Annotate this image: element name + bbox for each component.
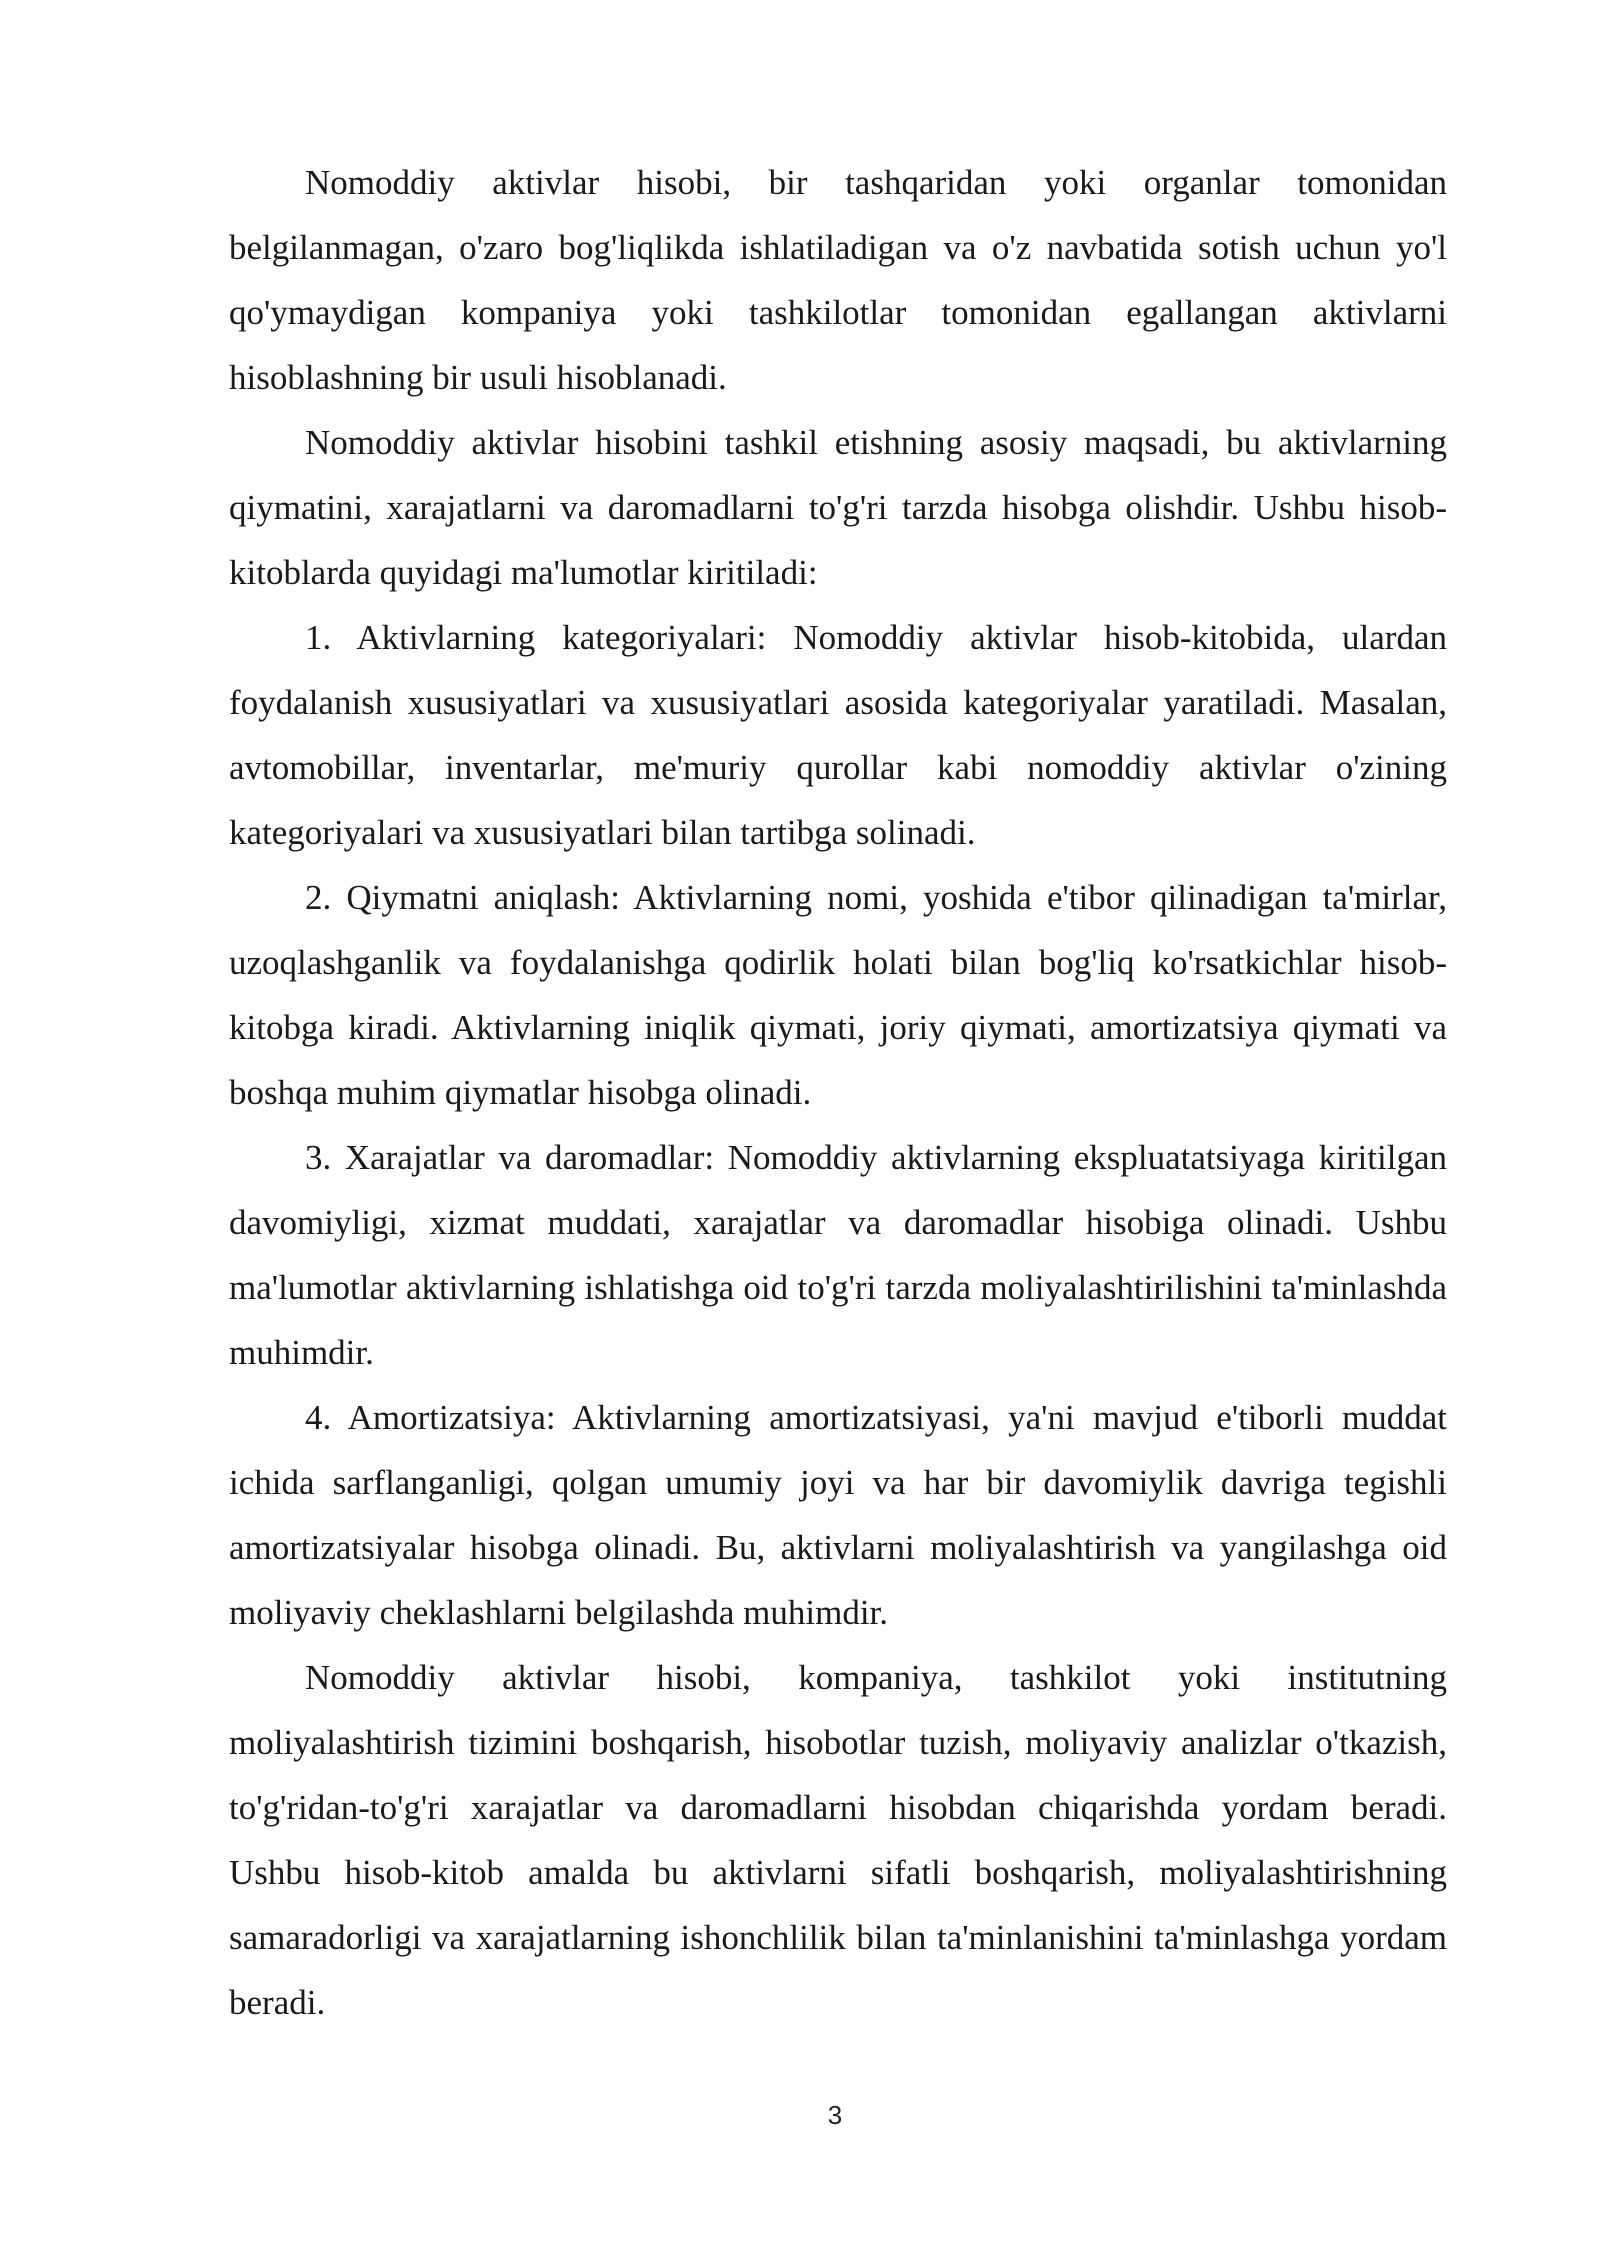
list-item-amortization: 4. Amortizatsiya: Aktivlarning amortizatsiyasi, ya'ni mavjud e'tiborli muddat ichida sarflanganligi, qolgan umumiy joyi va har bir davomiylik davriga tegishli amortizatsiyalar hisobga olinadi. Bu, aktivlarni moliyalashtirish va yangilashga oid moliyaviy cheklashlarni belgilashda muhimdir. xyxy=(229,1398,1447,1632)
body-text xyxy=(229,150,1447,2035)
page-number: 3 xyxy=(827,2100,843,2130)
list-item-valuation: 2. Qiymatni aniqlash: Aktivlarning nomi, yoshida e'tibor qilinadigan ta'mirlar, uzoqlashganlik va foydalanishga qodirlik holati bilan bog'liq ko'rsatkichlar hisob-kitobga kiradi. Aktivlarning iniqlik qiymati, joriy qiymati, amortizatsiya qiymati va boshqa muhim qiymatlar hisobga olinadi. xyxy=(229,878,1447,1112)
list-item-expenses-income: 3. Xarajatlar va daromadlar: Nomoddiy aktivlarning ekspluatatsiyaga kiritilgan davomiyligi, xizmat muddati, xarajatlar va daromadlar hisobiga olinadi. Ushbu ma'lumotlar aktivlarning ishlatishga oid to'g'ri tarzda moliyalashtirilishini ta'minlashda muhimdir. xyxy=(229,1138,1447,1372)
paragraph-intro: Nomoddiy aktivlar hisobi, bir tashqaridan yoki organlar tomonidan belgilanmagan, o'zaro bog'liqlikda ishlatiladigan va o'z navbatida sotish uchun yo'l qo'ymaydigan kompaniya yoki tashkilotlar tomonidan egallangan aktivlarni hisoblashning bir usuli hisoblanadi. xyxy=(229,163,1447,397)
list-item-categories: 1. Aktivlarning kategoriyalari: Nomoddiy aktivlar hisob-kitobida, ulardan foydalanish xususiyatlari va xususiyatlari asosida kategoriyalar yaratiladi. Masalan, avtomobillar, inventarlar, me'muriy qurollar kabi nomoddiy aktivlar o'zining kategoriyalari va xususiyatlari bilan tartibga solinadi. xyxy=(229,618,1447,852)
paragraph-purpose: Nomoddiy aktivlar hisobini tashkil etishning asosiy maqsadi, bu aktivlarning qiymatini, xarajatlarni va daromadlarni to'g'ri tarzda hisobga olishdir. Ushbu hisob-kitoblarda quyidagi ma'lumotlar kiritiladi: xyxy=(229,423,1447,592)
paragraph-conclusion: Nomoddiy aktivlar hisobi, kompaniya, tashkilot yoki institutning moliyalashtirish tizimini boshqarish, hisobotlar tuzish, moliyaviy analizlar o'tkazish, to'g'ridan-to'g'ri xarajatlar va daromadlarni hisobdan chiqarishda yordam beradi. Ushbu hisob-kitob amalda bu aktivlarni sifatli boshqarish, moliyalashtirishning samaradorligi va xarajatlarning ishonchlilik bilan ta'minlanishini ta'minlashga yordam beradi. xyxy=(229,1658,1447,2022)
